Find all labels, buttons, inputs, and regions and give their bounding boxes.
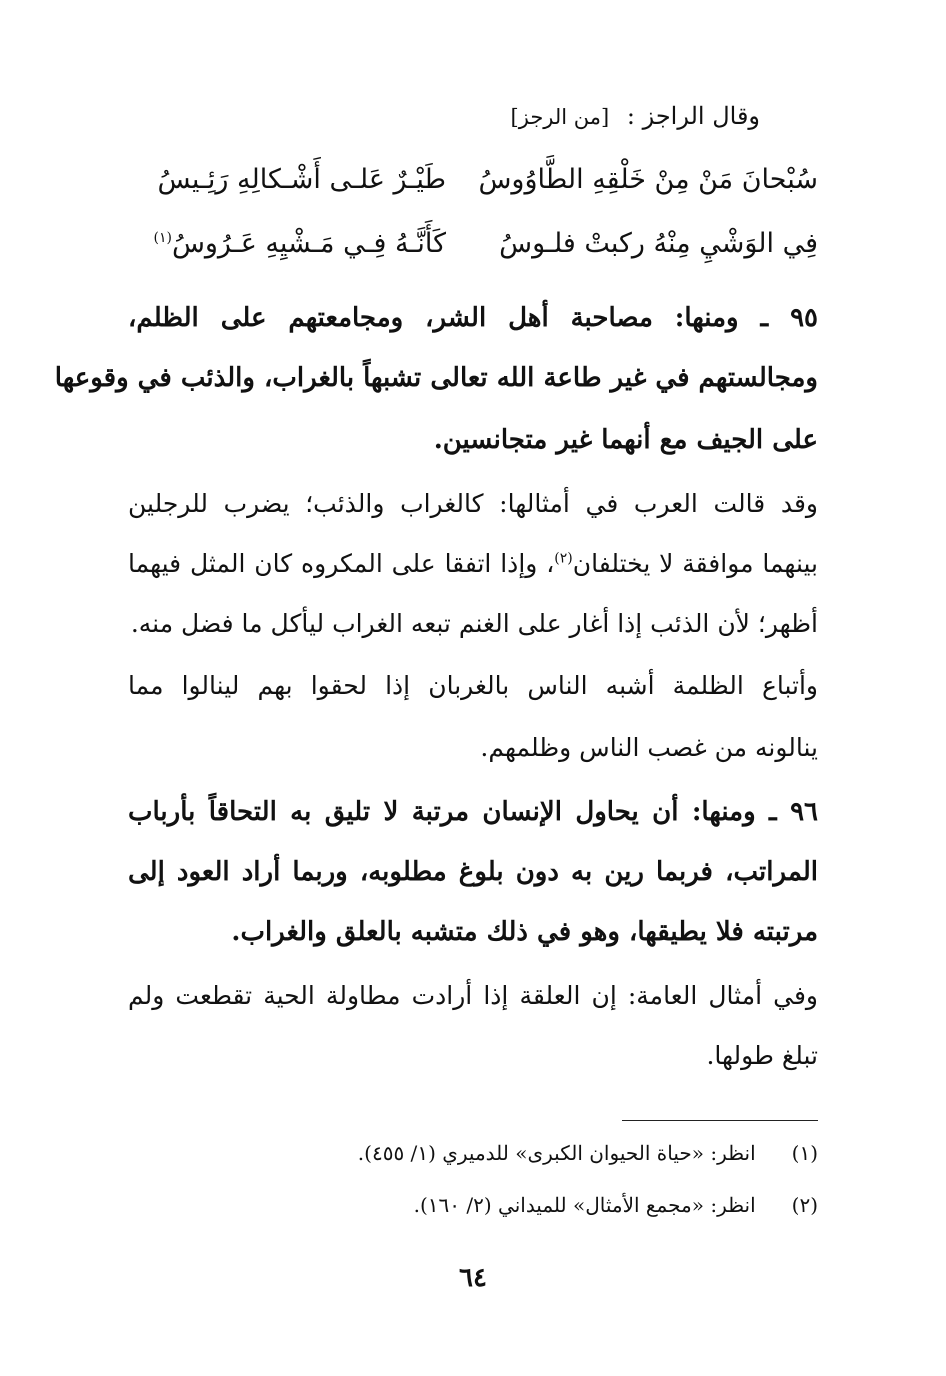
intro-text: وقال الراجز : [626, 102, 760, 130]
footnote-1 [358, 1136, 818, 1170]
footnote-number: (٢) [791, 1193, 818, 1217]
hemistich-text: سُبْحانَ مَنْ مِنْ خَلْقِهِ الطَّاوُوسُ [478, 164, 818, 195]
proverb-line-2-start: بينهما موافقة لا يختلفان [572, 549, 818, 578]
meter-label: [من الرجز] [510, 105, 610, 129]
footnote-text: انظر: «مجمع الأمثال» للميداني (٢/ ١٦٠). [413, 1193, 756, 1217]
hemistich-text: طَيْـرٌ عَلـى أَشْـكالِهِ رَئِـيسُ [157, 164, 446, 195]
footnote-ref-2: (٢) [554, 550, 573, 567]
footnote-ref-1: (١) [153, 230, 172, 246]
footnote-number: (١) [791, 1141, 818, 1165]
hemistich-text: فِي الوَشْيِ مِنْهُ ركبتْ فلـوسُ [499, 228, 818, 259]
proverb-line-2 [128, 544, 818, 584]
verse-2-second-hemistich [116, 222, 446, 266]
hemistich-text: كَأَنَّـهُ فِـي مَـشْيِهِ عَـرُوسُ [171, 228, 446, 259]
proverb-line-2-end: ، وإذا اتفقا على المكروه كان المثل فيهما [128, 549, 555, 578]
section-95-line-3: على الجيف مع أنهما غير متجانسين. [433, 425, 818, 455]
section-96-line-3: مرتبته فلا يطيقها، وهو في ذلك متشبه بالعلق والغراب. [231, 917, 818, 947]
section-95-line-2: ومجالستهم في غير طاعة الله تعالى تشبهاً بالغراب، والذئب في وقوعها [54, 363, 818, 393]
footnote-2 [414, 1188, 818, 1222]
proverb-line-1: وقد قالت العرب في أمثالها: كالغراب والذئب؛ يضرب للرجلين [128, 489, 818, 518]
followers-line-1: وأتباع الظلمة أشبه الناس بالغربان إذا لحقوا بهم لينالوا مما [128, 671, 818, 700]
verse-intro [511, 98, 760, 135]
verse-2-first-hemistich [498, 222, 818, 266]
page-number: ٦٤ [459, 1263, 487, 1293]
verse-1-first-hemistich [478, 158, 818, 202]
verse-1-second-hemistich [116, 158, 446, 202]
footnote-separator [622, 1120, 818, 1121]
followers-line-2: ينالونه من غصب الناس وظلمهم. [480, 733, 818, 762]
section-96-line-2: المراتب، فربما رين به دون بلوغ مطلوبه، وربما أراد العود إلى [128, 857, 818, 887]
footnote-text: انظر: «حياة الحيوان الكبرى» للدميري (١/ ٤٥٥). [357, 1141, 756, 1165]
section-95-line-1: ٩٥ ـ ومنها: مصاحبة أهل الشر، ومجامعتهم على الظلم، [128, 303, 818, 333]
common-proverb-line-1: وفي أمثال العامة: إن العلقة إذا أرادت مطاولة الحية تقطعت ولم [128, 981, 818, 1010]
common-proverb-line-2: تبلغ طولها. [706, 1041, 818, 1070]
section-96-line-1: ٩٦ ـ ومنها: أن يحاول الإنسان مرتبة لا تليق به التحاقاً بأرباب [128, 797, 818, 827]
proverb-line-3: أظهر؛ لأن الذئب إذا أغار على الغنم تبعه الغراب ليأكل ما فضل منه. [130, 609, 818, 638]
